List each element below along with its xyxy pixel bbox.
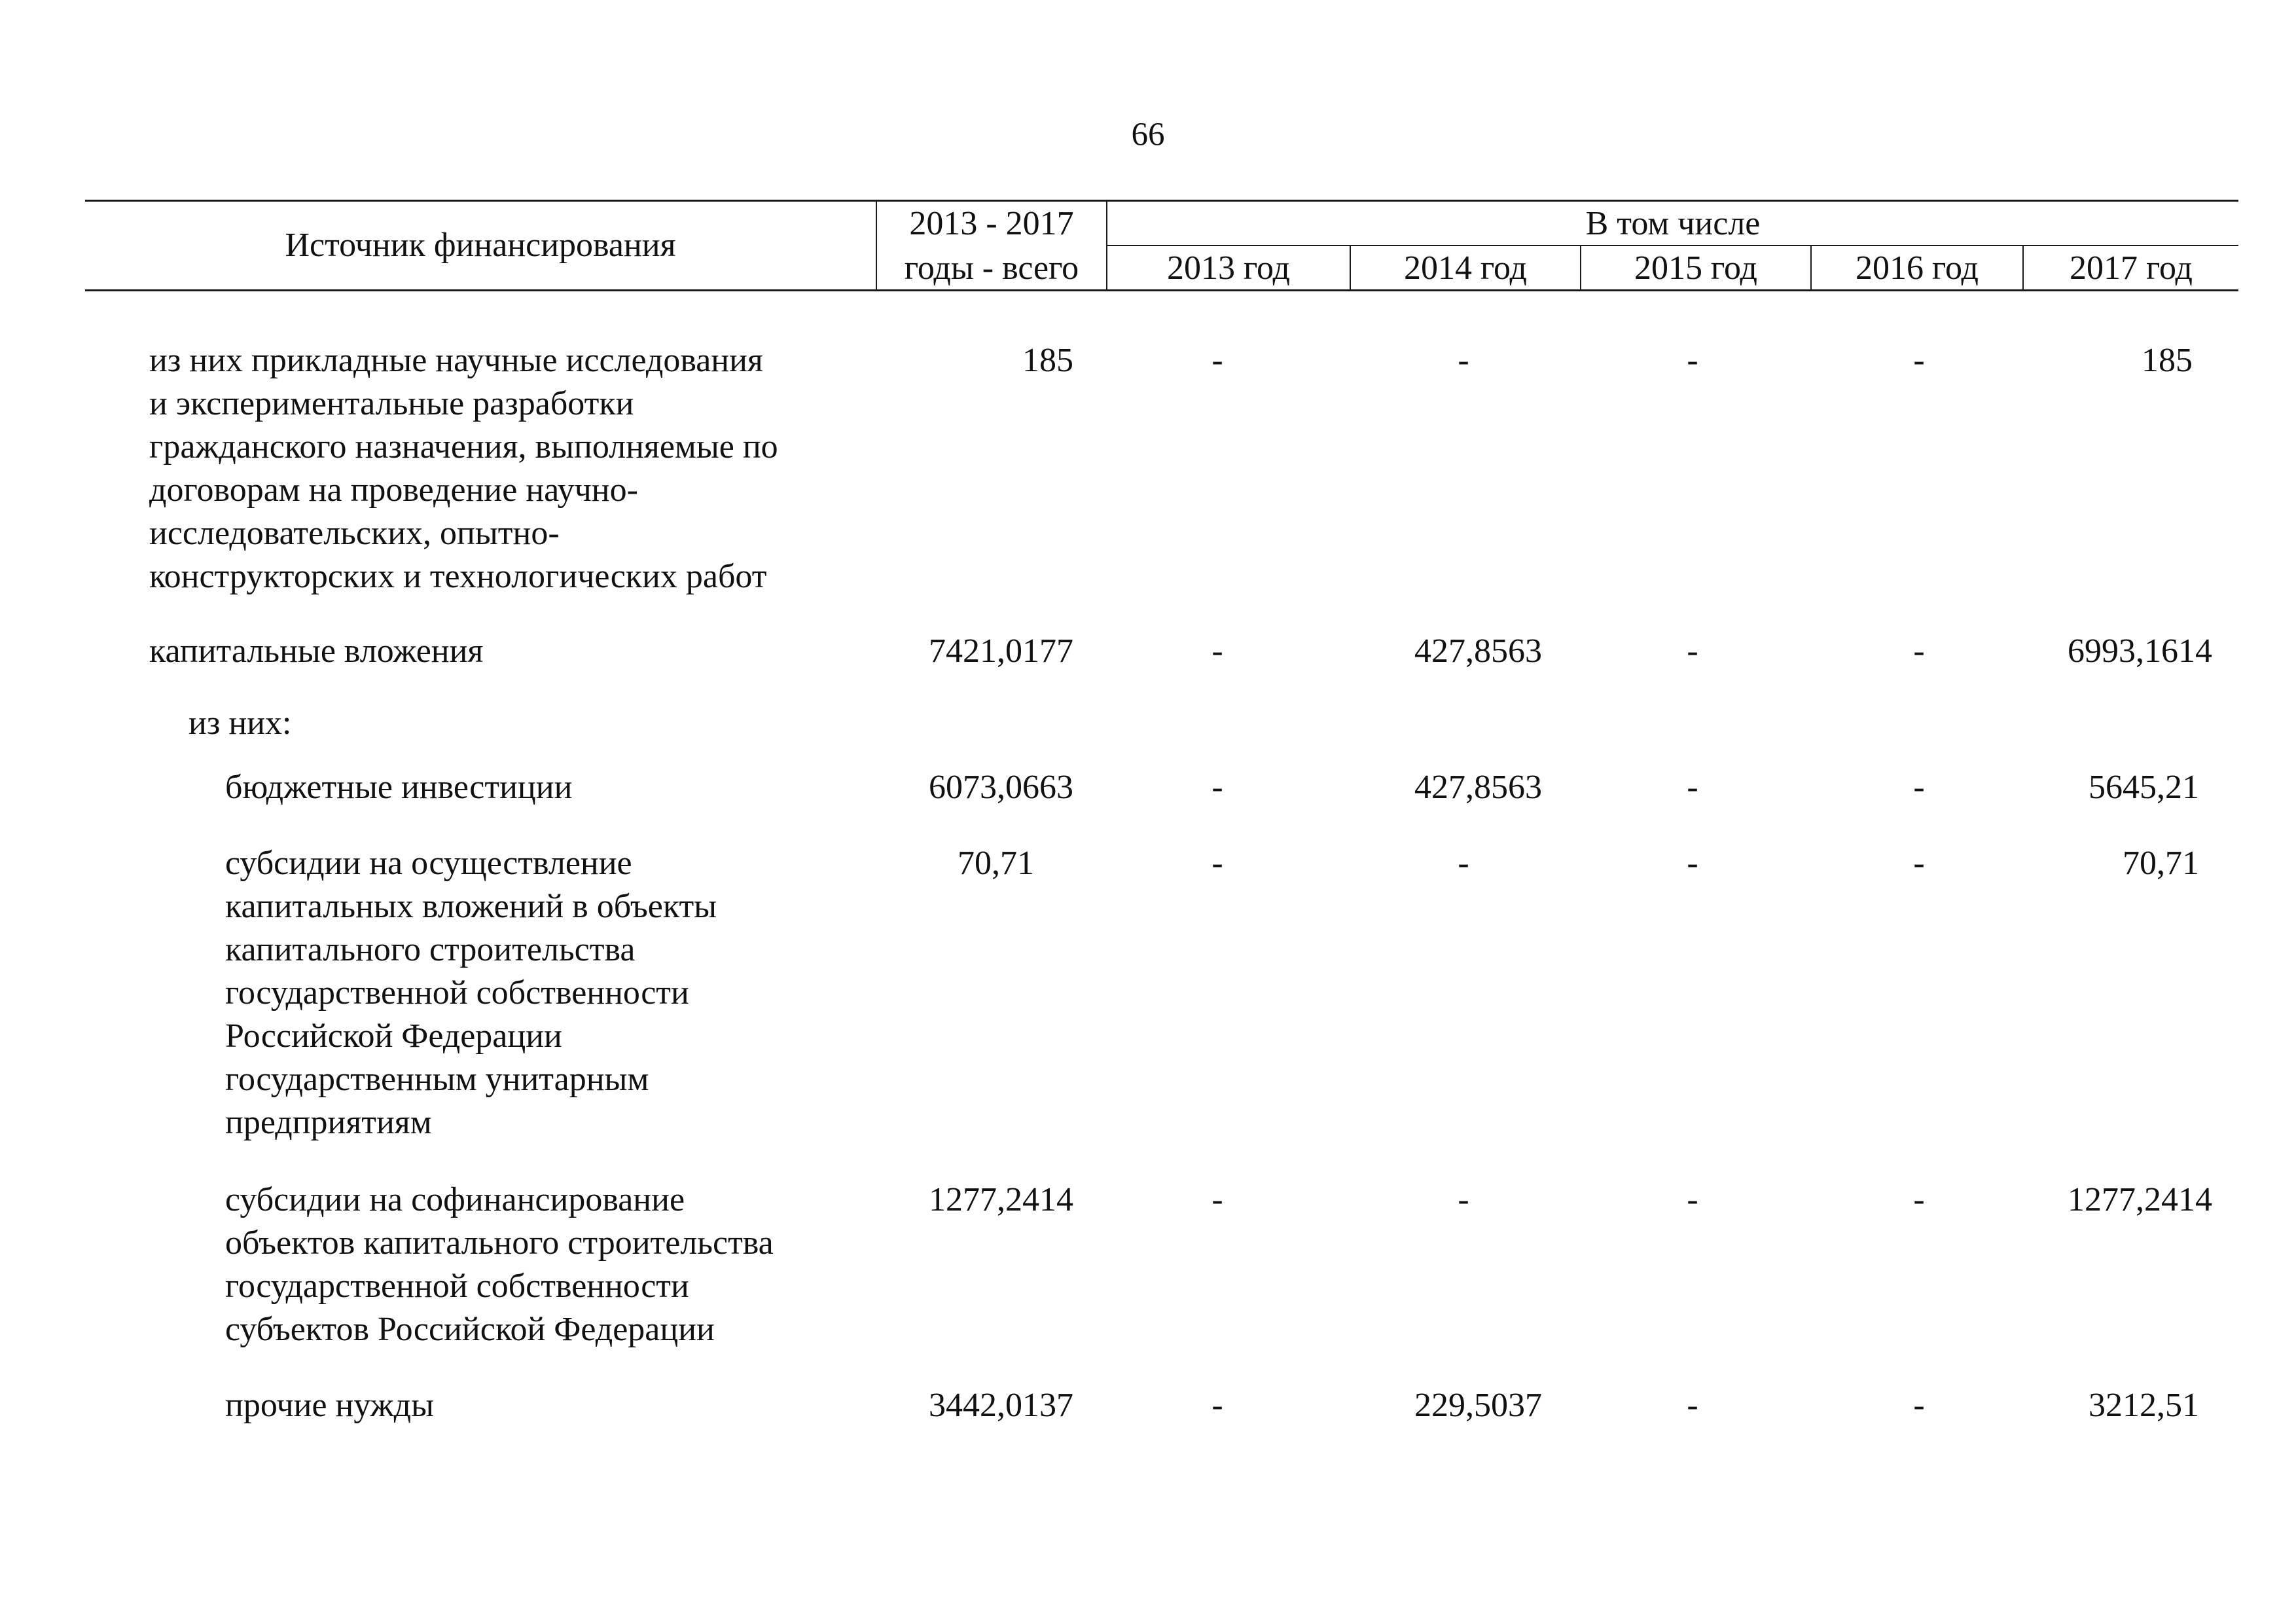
header-source: Источник финансирования bbox=[285, 227, 676, 264]
row-total: 185 bbox=[1022, 342, 1073, 379]
row-total: 7421,0177 bbox=[929, 632, 1073, 670]
value-2015: - bbox=[1687, 845, 1698, 882]
page-number: 66 bbox=[1131, 117, 1165, 153]
value-2017: 1277,2414 bbox=[2068, 1181, 2212, 1218]
value-2013: - bbox=[1211, 769, 1223, 806]
header-total-line2: годы - всего bbox=[904, 249, 1079, 287]
value-2013: - bbox=[1211, 342, 1223, 379]
value-2013: - bbox=[1211, 1387, 1223, 1424]
header-top-rule bbox=[85, 200, 2238, 202]
row-total: 3442,0137 bbox=[929, 1387, 1073, 1424]
value-2013: - bbox=[1211, 1181, 1223, 1218]
value-2016: - bbox=[1913, 769, 1925, 806]
row-label: субсидии на осуществление капитальных вложений в объекты капитального строительства государственной собственности Российской Федерации государственным унитарным предприятиям bbox=[225, 845, 717, 1141]
header-year-2017: 2017 год bbox=[2070, 249, 2193, 287]
value-2015: - bbox=[1687, 342, 1698, 379]
value-2017: 5645,21 bbox=[2089, 769, 2199, 806]
row-total: 1277,2414 bbox=[929, 1181, 1073, 1218]
value-2016: - bbox=[1913, 632, 1925, 670]
header-total-line1: 2013 - 2017 bbox=[909, 205, 1074, 242]
header-year-2013: 2013 год bbox=[1167, 249, 1290, 287]
value-2014: 427,8563 bbox=[1414, 632, 1542, 670]
header-mid-rule bbox=[1106, 245, 2238, 246]
value-2017: 6993,1614 bbox=[2068, 632, 2212, 670]
value-2016: - bbox=[1913, 342, 1925, 379]
value-2013: - bbox=[1211, 632, 1223, 670]
value-2014: - bbox=[1458, 1181, 1469, 1218]
header-year-2016: 2016 год bbox=[1856, 249, 1979, 287]
row-label: субсидии на софинансирование объектов капитального строительства государственной собственности субъектов Российской Федерации bbox=[225, 1181, 774, 1348]
value-2014: 229,5037 bbox=[1414, 1387, 1542, 1424]
header-year-2014: 2014 год bbox=[1404, 249, 1527, 287]
header-year-2015: 2015 год bbox=[1634, 249, 1757, 287]
value-2013: - bbox=[1211, 845, 1223, 882]
row-label: бюджетные инвестиции bbox=[225, 769, 573, 806]
value-2016: - bbox=[1913, 1387, 1925, 1424]
value-2015: - bbox=[1687, 769, 1698, 806]
header-bottom-rule bbox=[85, 289, 2238, 291]
row-label: из них: bbox=[188, 704, 292, 742]
value-2015: - bbox=[1687, 1387, 1698, 1424]
value-2017: 185 bbox=[2142, 342, 2193, 379]
value-2016: - bbox=[1913, 1181, 1925, 1218]
value-2014: - bbox=[1458, 342, 1469, 379]
row-total: 6073,0663 bbox=[929, 769, 1073, 806]
value-2015: - bbox=[1687, 632, 1698, 670]
value-2016: - bbox=[1913, 845, 1925, 882]
row-label: прочие нужды bbox=[225, 1387, 435, 1424]
row-total: 70,71 bbox=[958, 845, 1034, 882]
value-2014: 427,8563 bbox=[1414, 769, 1542, 806]
value-2017: 3212,51 bbox=[2089, 1387, 2199, 1424]
row-label: из них прикладные научные исследования и экспериментальные разработки гражданского назначения, выполняемые по договорам на проведение научно- исследовательских, опытно- конструкторских и технологических работ bbox=[149, 342, 778, 595]
value-2014: - bbox=[1458, 845, 1469, 882]
value-2017: 70,71 bbox=[2123, 845, 2199, 882]
row-label: капитальные вложения bbox=[149, 632, 484, 670]
value-2015: - bbox=[1687, 1181, 1698, 1218]
header-group: В том числе bbox=[1585, 205, 1761, 242]
